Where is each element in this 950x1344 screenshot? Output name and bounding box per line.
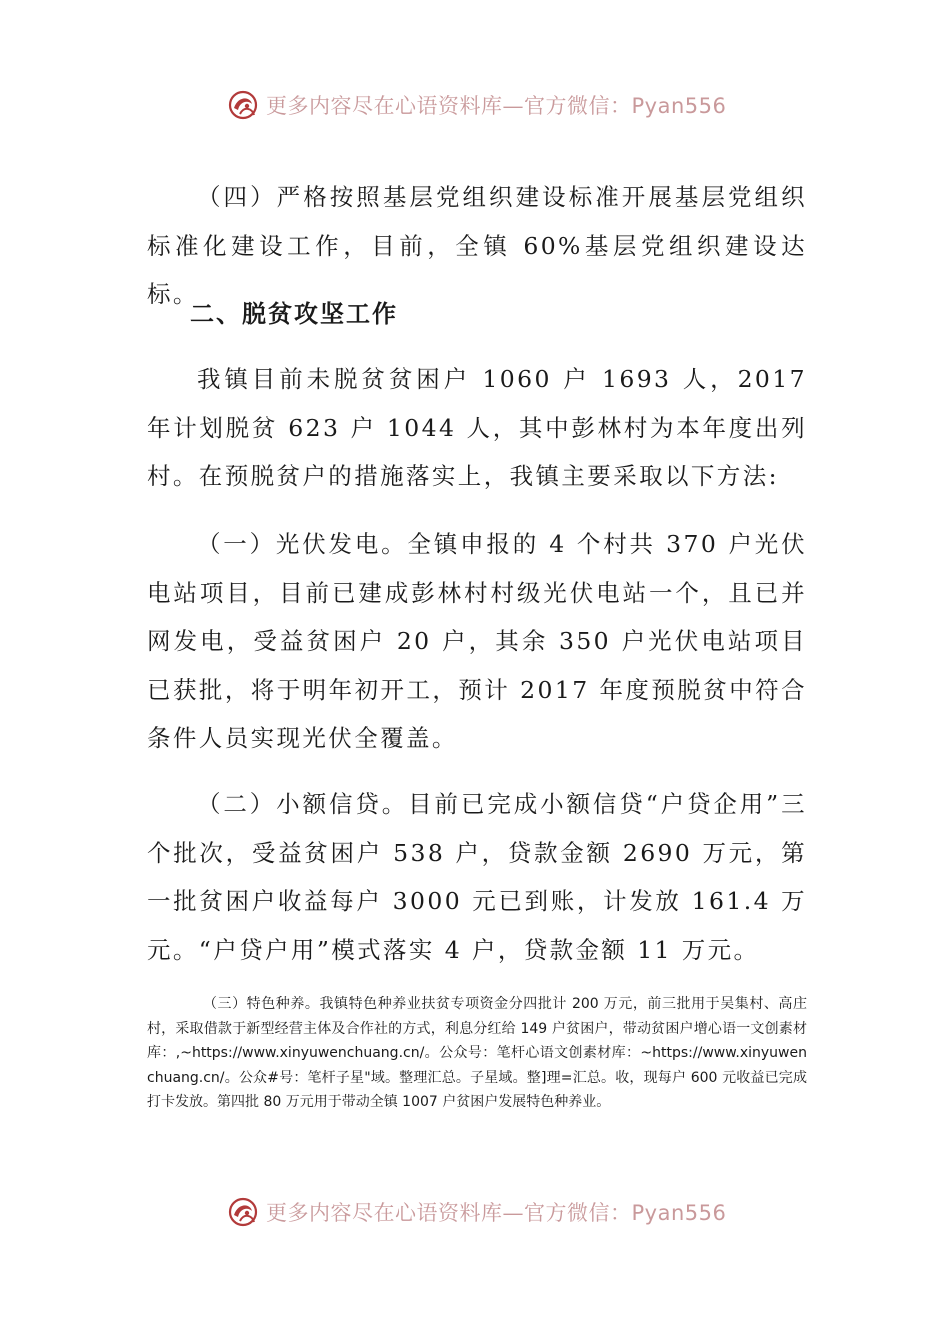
banner-text [266,1197,726,1227]
header-banner [226,85,726,125]
swirl-logo-icon [226,88,260,122]
paragraph-item-2-microcredit: （二）小额信贷。目前已完成小额信贷“户贷企用”三个批次，受益贫困户 538 户，贷款金额 2690 万元，第一批贫困户收益每户 3000 元已到账，计发放 161.4 万元。“户贷户用”模式落实 4 户，贷款金额 11 万元。 [147,790,807,964]
banner-wechat-id: Pyan556 [631,94,727,118]
paragraph-item-4: （四）严格按照基层党组织建设标准开展基层党组织标准化建设工作，目前，全镇 60%基层党组织建设达标。 [147,183,807,308]
section-heading-poverty: 二、脱贫攻坚工作 [190,300,398,328]
paragraph-item-1-solar: （一）光伏发电。全镇申报的 4 个村共 370 户光伏电站项目，目前已建成彭林村村级光伏电站一个，且已并网发电，受益贫困户 20 户，其余 350 户光伏电站项目已获批，将于明年初开工，预计 2017 年度预脱贫中符合条件人员实现光伏全覆盖。 [147,530,807,752]
swirl-logo-icon [226,1195,260,1229]
banner-wechat-id: Pyan556 [631,1201,727,1225]
footer-banner [226,1192,726,1232]
banner-text [266,90,726,120]
paragraph-intro: 我镇目前未脱贫贫困户 1060 户 1693 人，2017 年计划脱贫 623 户 1044 人，其中彭林村为本年度出列村。在预脱贫户的措施落实上，我镇主要采取以下方法: [147,365,807,490]
banner-main-text: 更多内容尽在心语资料库—官方微信： [266,1201,632,1225]
paragraph-item-3-farming: （三）特色种养。我镇特色种养业扶贫专项资金分四批计 200 万元，前三批用于吴集村、高庄村，采取借款于新型经营主体及合作社的方式，利息分红给 149 户贫困户，带动贫困户增心语一文创素材库：,~https://www.xinyuwenchuang.cn/。公众号：笔杆心语文创素材库：~https://www.xinyuwenchuang.cn/。公众#号：笔杆子星"域。整理汇总。子星域。整]理=汇总。收，现每户 600 元收益已完成打卡发放。第四批 80 万元用于带动全镇 1007 户贫困户发展特色种养业。 [147,996,807,1110]
banner-main-text: 更多内容尽在心语资料库—官方微信： [266,94,632,118]
